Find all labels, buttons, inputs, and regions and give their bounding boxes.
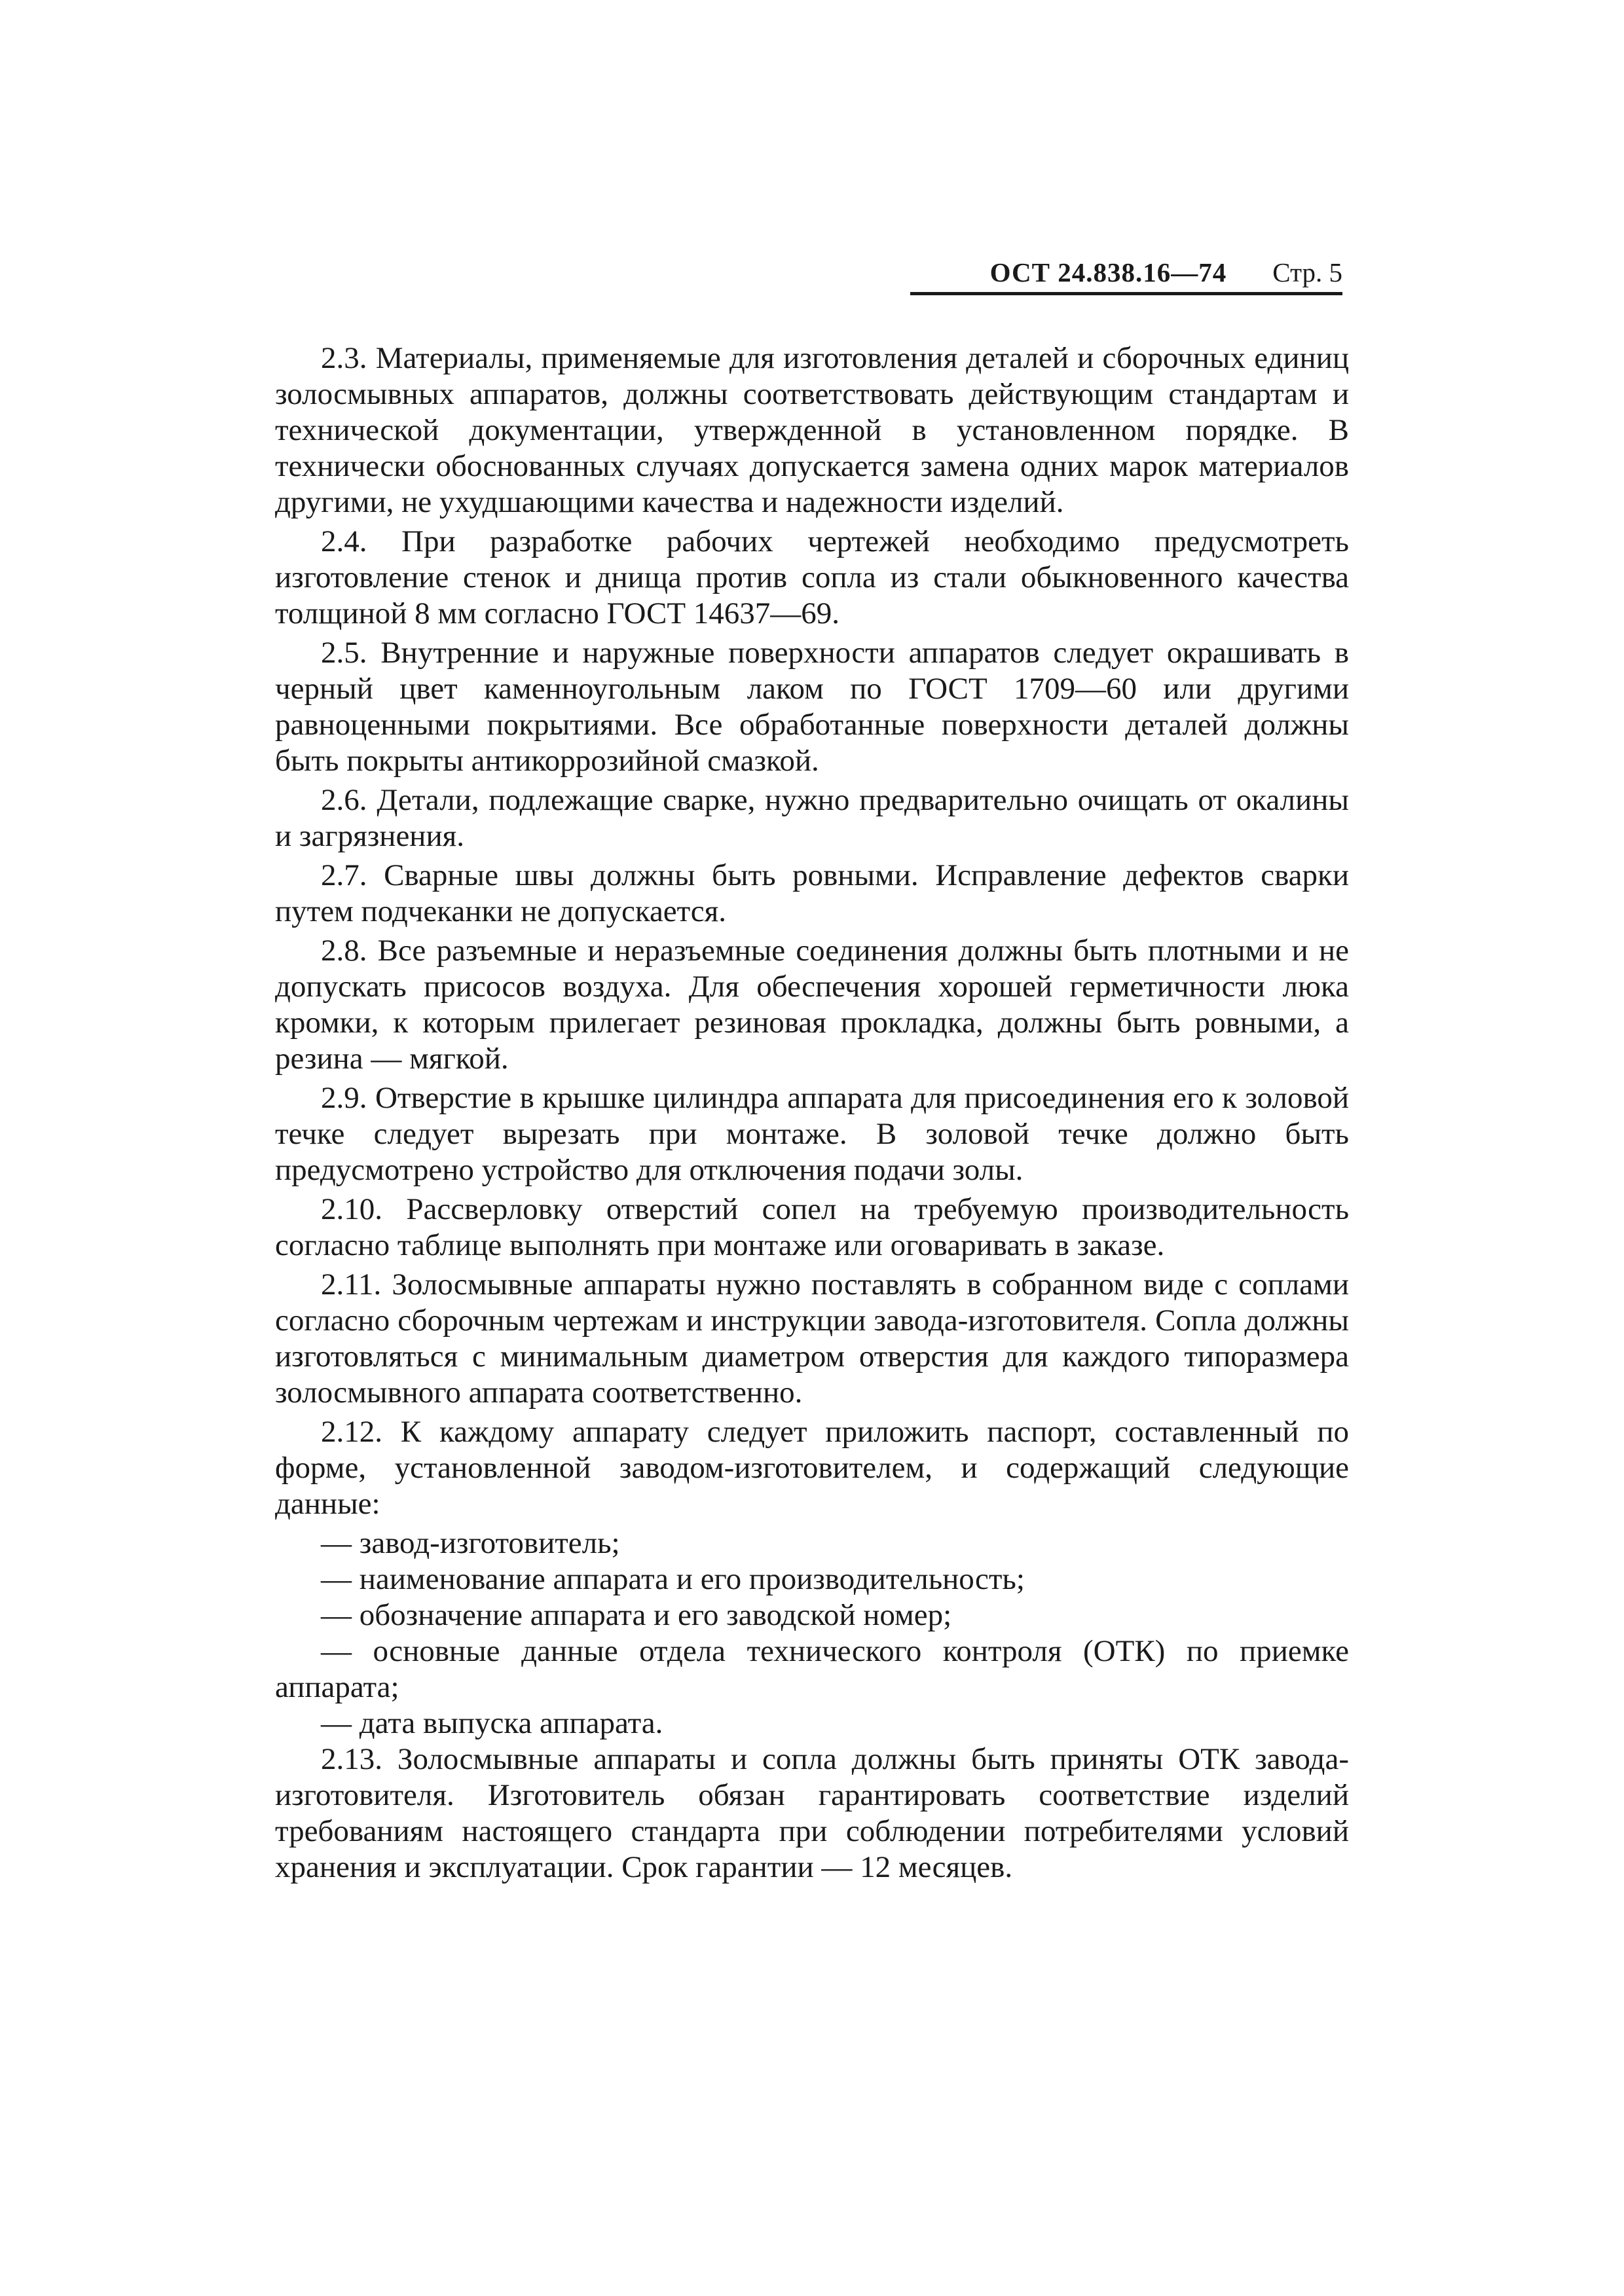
list-item: — обозначение аппарата и его заводской номер; (321, 1598, 952, 1632)
passport-data-list (275, 1525, 1349, 1741)
list-item: — основные данные отдела технического контроля (ОТК) по приемке аппарата; (275, 1634, 1349, 1704)
page-header (910, 257, 1342, 295)
document-code: ОСТ 24.838.16—74 (989, 257, 1227, 287)
list-item: — завод-изготовитель; (321, 1526, 620, 1560)
page-number: Стр. 5 (1272, 257, 1342, 287)
paragraph-2-4: 2.4. При разработке рабочих чертежей необходимо предусмотреть изготовление стенок и днища против сопла из стали обыкновенного качества толщиной 8 мм согласно ГОСТ 14637—69. (275, 524, 1349, 630)
paragraph-2-12: 2.12. К каждому аппарату следует приложить паспорт, составленный по форме, установленной заводом-изготовителем, и содержащий следующие данные: (275, 1415, 1349, 1521)
list-item: — дата выпуска аппарата. (321, 1706, 663, 1740)
paragraph-2-3: 2.3. Материалы, применяемые для изготовления деталей и сборочных единиц золосмывных аппаратов, должны соответствовать действующим стандартам и технической документации, утвержденной в установленном порядке. В технически обоснованных случаях допускается замена одних марок материалов другими, не ухудшающими качества и надежности изделий. (275, 341, 1349, 519)
paragraph-2-10: 2.10. Рассверловку отверстий сопел на требуемую производительность согласно таблице выполнять при монтаже или оговаривать в заказе. (275, 1192, 1349, 1262)
paragraph-2-9: 2.9. Отверстие в крышке цилиндра аппарата для присоединения его к золовой течке следует вырезать при монтаже. В золовой течке должно быть предусмотрено устройство для отключения подачи золы. (275, 1081, 1349, 1187)
paragraph-2-6: 2.6. Детали, подлежащие сварке, нужно предварительно очищать от окалины и загрязнения. (275, 783, 1349, 853)
paragraph-2-13: 2.13. Золосмывные аппараты и сопла должны быть приняты ОТК завода-изготовителя. Изготовитель обязан гарантировать соответствие изделий требованиям настоящего стандарта при соблюдении потребителями условий хранения и эксплуатации. Срок гарантии — 12 месяцев. (275, 1742, 1349, 1884)
paragraph-2-5: 2.5. Внутренние и наружные поверхности аппаратов следует окрашивать в черный цвет каменноугольным лаком по ГОСТ 1709—60 или другими равноценными покрытиями. Все обработанные поверхности деталей должны быть покрыты антикоррозийной смазкой. (275, 636, 1349, 778)
document-body (275, 340, 1349, 1889)
paragraph-2-11: 2.11. Золосмывные аппараты нужно поставлять в собранном виде с соплами согласно сборочным чертежам и инструкции завода-изготовителя. Сопла должны изготовляться с минимальным диаметром отверстия для каждого типоразмера золосмывного аппарата соответственно. (275, 1267, 1349, 1410)
paragraph-2-8: 2.8. Все разъемные и неразъемные соединения должны быть плотными и не допускать присосов воздуха. Для обеспечения хорошей герметичности люка кромки, к которым прилегает резиновая прокладка, должны быть ровными, а резина — мягкой. (275, 934, 1349, 1076)
list-item: — наименование аппарата и его производительность; (321, 1562, 1025, 1596)
paragraph-2-7: 2.7. Сварные швы должны быть ровными. Исправление дефектов сварки путем подчеканки не допускается. (275, 858, 1349, 928)
